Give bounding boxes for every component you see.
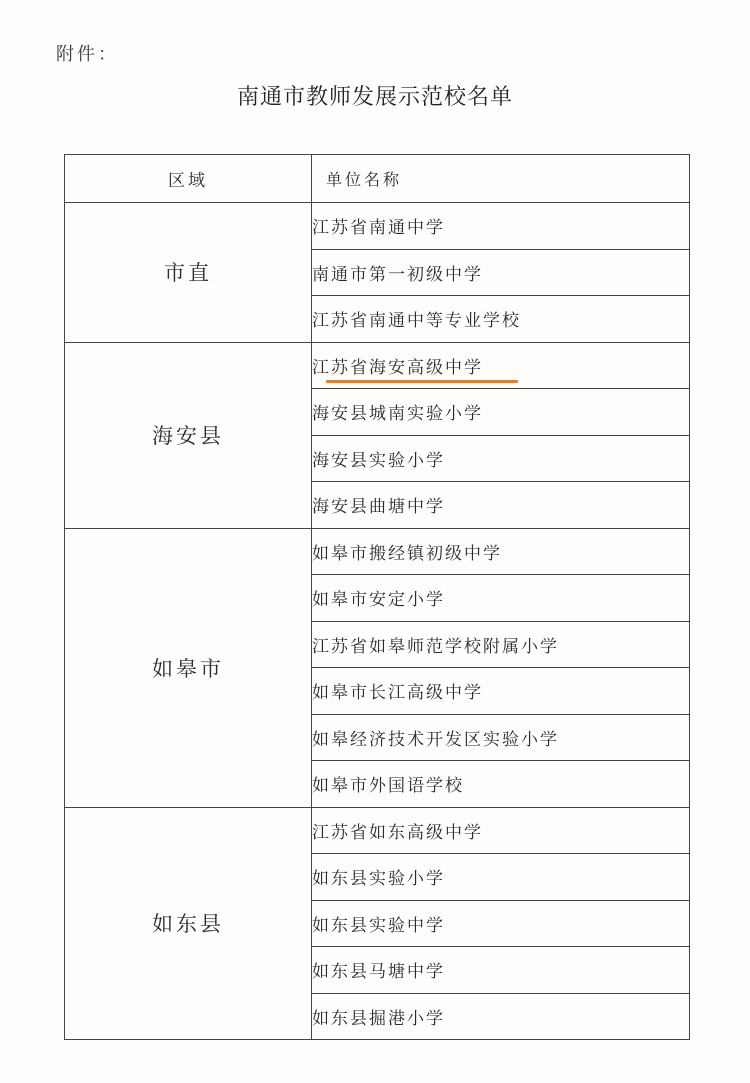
unit-cell: 如东县实验小学 — [312, 854, 690, 901]
unit-cell-highlighted — [312, 342, 690, 389]
region-cell: 市直 — [65, 203, 312, 343]
unit-cell: 如皋市安定小学 — [312, 575, 690, 622]
unit-text: 江苏省海安高级中学 — [312, 357, 483, 378]
unit-cell: 如东县马塘中学 — [312, 947, 690, 994]
highlight-underline — [326, 380, 518, 383]
table-row — [65, 807, 690, 854]
table-row — [65, 342, 690, 389]
unit-cell: 海安县城南实验小学 — [312, 389, 690, 436]
unit-cell: 海安县实验小学 — [312, 435, 690, 482]
unit-cell: 江苏省如东高级中学 — [312, 807, 690, 854]
document-title: 南通市教师发展示范校名单 — [236, 85, 513, 110]
unit-cell: 海安县曲塘中学 — [312, 482, 690, 529]
table-row — [65, 203, 690, 250]
unit-cell: 江苏省如皋师范学校附属小学 — [312, 621, 690, 668]
unit-cell: 江苏省南通中学 — [312, 203, 690, 250]
unit-cell: 如东县掘港小学 — [312, 993, 690, 1040]
unit-cell: 江苏省南通中等专业学校 — [312, 296, 690, 343]
unit-cell: 如皋经济技术开发区实验小学 — [312, 714, 690, 761]
unit-cell: 如东县实验中学 — [312, 900, 690, 947]
table-header-row — [65, 155, 690, 203]
unit-cell: 如皋市长江高级中学 — [312, 668, 690, 715]
unit-cell: 南通市第一初级中学 — [312, 249, 690, 296]
unit-cell: 如皋市搬经镇初级中学 — [312, 528, 690, 575]
table-row — [65, 528, 690, 575]
column-header-region: 区域 — [65, 155, 312, 203]
region-cell: 如皋市 — [65, 528, 312, 807]
column-header-unit: 单位名称 — [312, 155, 690, 203]
region-cell: 如东县 — [65, 807, 312, 1040]
attachment-label: 附件： — [56, 44, 119, 65]
school-list-table — [64, 154, 690, 1040]
region-cell: 海安县 — [65, 342, 312, 528]
unit-cell: 如皋市外国语学校 — [312, 761, 690, 808]
